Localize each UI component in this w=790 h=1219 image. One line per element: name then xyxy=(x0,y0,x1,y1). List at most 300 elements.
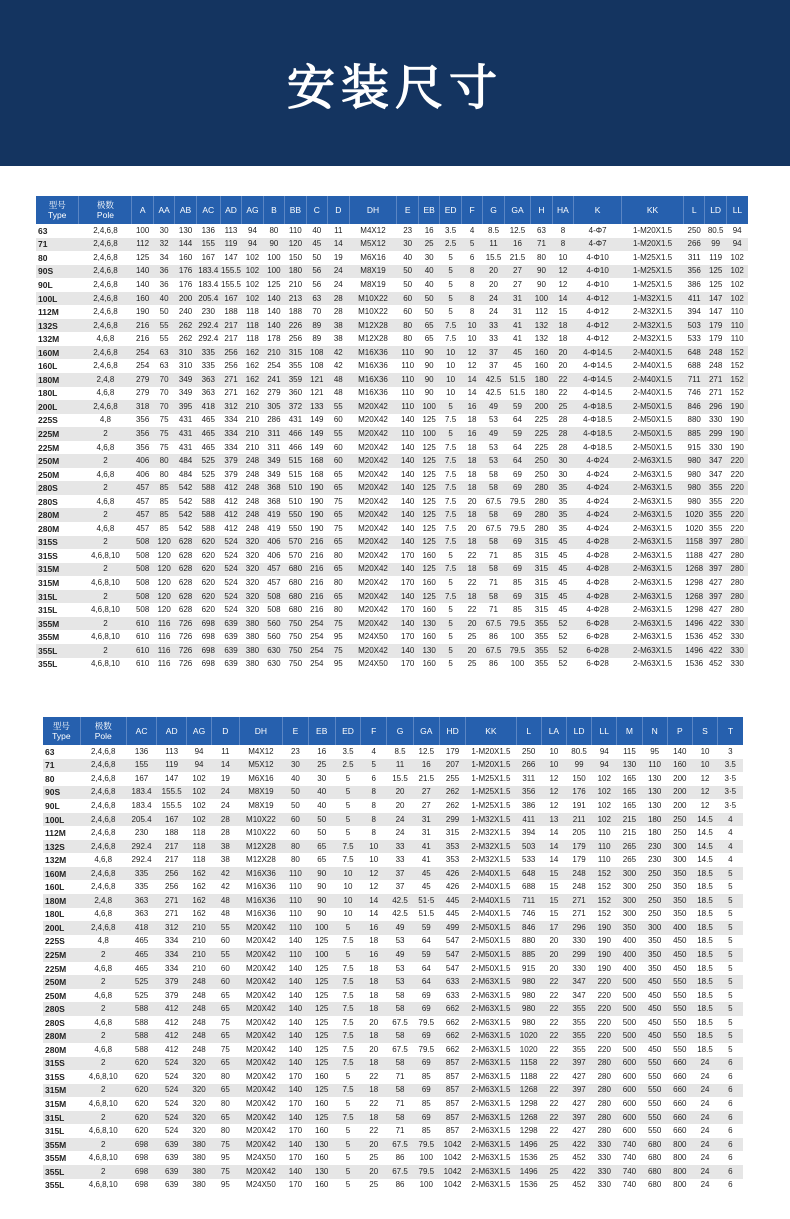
cell-value: M20X42 xyxy=(358,577,388,587)
cell-value: 94 xyxy=(726,238,748,252)
cell-value: M20X42 xyxy=(246,1126,276,1136)
cell-value: 24 xyxy=(700,1126,710,1136)
cell-value: 60 xyxy=(397,292,418,306)
cell-value: 980 xyxy=(683,454,704,468)
cell-value: 20 xyxy=(467,523,477,533)
cell-pole: 4,6,8 xyxy=(94,855,113,865)
cell-pole: 2 xyxy=(79,427,132,441)
cell-value: 180 xyxy=(534,388,549,398)
cell-value: 397 xyxy=(566,1111,591,1125)
cell-value: 431 xyxy=(175,427,196,441)
cell-value: 620 xyxy=(196,590,220,604)
cell-value: 5 xyxy=(440,292,461,306)
cell-value: 411 xyxy=(516,813,541,827)
cell-value: 133 xyxy=(306,400,327,414)
cell-value: 80 xyxy=(153,454,174,468)
cell-value: 248 xyxy=(242,508,263,522)
cell-value: 30 xyxy=(397,238,418,252)
cell-value: 140 xyxy=(263,319,284,333)
cell-value: 431 xyxy=(178,415,193,425)
cell-value: 680 xyxy=(285,590,306,604)
cell-value: 125 xyxy=(422,496,436,506)
cell-value: 20 xyxy=(387,786,413,800)
cell-value: 846 xyxy=(516,921,541,935)
column-header: LL xyxy=(726,196,748,224)
cell-value: 2-M40X1.5 xyxy=(466,867,516,881)
cell-value: 503 xyxy=(516,840,541,854)
cell-value: 110 xyxy=(730,307,744,317)
cell-value: 140 xyxy=(397,481,418,495)
cell-value: 6 xyxy=(728,1098,733,1108)
cell-value: 355 xyxy=(572,1044,586,1054)
cell-value: 125 xyxy=(418,590,439,604)
cell-type: 280S xyxy=(45,1017,65,1028)
cell-value: 5 xyxy=(718,1002,743,1016)
cell-value: 7.5 xyxy=(342,1044,354,1054)
cell-value: 560 xyxy=(263,617,284,631)
cell-value: 220 xyxy=(597,1017,611,1027)
column-header: F xyxy=(461,196,482,224)
cell-value: 85 xyxy=(513,550,522,560)
cell-value: 400 xyxy=(617,948,642,962)
cell-value: 610 xyxy=(135,632,150,642)
cell-value: 330 xyxy=(726,617,748,631)
cell-value: 170 xyxy=(288,1098,303,1108)
cell-value: 4-Φ28 xyxy=(586,577,609,587)
cell-value: 125 xyxy=(308,1002,335,1016)
cell-value: 510 xyxy=(285,481,306,495)
cell-value: 24 xyxy=(700,1180,710,1190)
cell-value: 58 xyxy=(387,1029,413,1043)
cell-value: 372 xyxy=(285,400,306,414)
cell-value: 90 xyxy=(418,373,439,387)
cell-value: 50 xyxy=(283,786,308,800)
cell-value: M24X50 xyxy=(246,1180,276,1190)
cell-value: 628 xyxy=(175,590,196,604)
cell-value: 4-Φ12 xyxy=(586,334,609,344)
cell-value: 55 xyxy=(212,948,239,962)
cell-value: 465 xyxy=(201,415,215,425)
cell-value: 58 xyxy=(483,481,504,495)
table-row xyxy=(43,1179,743,1193)
table-row xyxy=(43,1138,743,1152)
cell-value: 484 xyxy=(175,454,196,468)
cell-pole: 2 xyxy=(80,948,126,962)
cell-value: 320 xyxy=(242,536,263,550)
cell-value: 155 xyxy=(126,759,157,773)
cell-value: 550 xyxy=(288,523,303,533)
cell-value: 100 xyxy=(135,225,150,235)
cell-value: 2-M63X1.5 xyxy=(622,536,684,550)
cell-value: 330 xyxy=(597,1180,611,1190)
cell-value: 315 xyxy=(531,536,552,550)
cell-value: 22 xyxy=(549,1044,559,1054)
cell-value: M8X19 xyxy=(248,800,274,810)
cell-value: 210 xyxy=(186,921,211,935)
cell-value: 450 xyxy=(642,975,667,989)
cell-value: 330 xyxy=(730,659,744,669)
cell-value: 95 xyxy=(333,659,343,669)
cell-pole: 2 xyxy=(79,563,132,577)
cell-value: 85 xyxy=(159,496,169,506)
column-header: HD xyxy=(439,717,465,745)
cell-value: M16X36 xyxy=(349,346,397,360)
cell-value: 42.5 xyxy=(392,909,408,919)
cell-value: 22 xyxy=(549,1098,559,1108)
cell-value: 165 xyxy=(617,786,642,800)
cell-value: 71 xyxy=(395,1098,405,1108)
cell-value: 550 xyxy=(647,1126,662,1136)
cell-type: 160L xyxy=(45,882,65,893)
cell-value: 38 xyxy=(220,855,230,865)
cell-value: 8 xyxy=(361,786,387,800)
cell-value: 75 xyxy=(220,1044,230,1054)
cell-value: 359 xyxy=(285,373,306,387)
cell-value: 412 xyxy=(165,1044,179,1054)
cell-value: 102 xyxy=(597,800,611,810)
cell-value: M20X42 xyxy=(358,442,388,452)
cell-value: 254 xyxy=(267,361,281,371)
cell-value: M20X42 xyxy=(239,1057,283,1071)
cell-value: 680 xyxy=(285,563,306,577)
cell-value: 800 xyxy=(667,1138,692,1152)
cell-type: 250M xyxy=(45,990,67,1001)
cell-type: 160M xyxy=(43,867,80,881)
cell-value: 330 xyxy=(730,632,744,642)
cell-value: 466 xyxy=(288,442,303,452)
cell-value: 18 xyxy=(467,469,477,479)
cell-value: 33 xyxy=(489,334,498,344)
cell-value: 610 xyxy=(135,659,150,669)
cell-pole: 4,8 xyxy=(99,415,111,425)
table-row xyxy=(43,826,743,840)
cell-value: 60 xyxy=(333,415,343,425)
cell-value: 50 xyxy=(317,828,327,838)
cell-value: 20 xyxy=(541,948,566,962)
cell-value: 610 xyxy=(132,644,153,658)
cell-value: 980 xyxy=(683,481,704,495)
cell-value: 857 xyxy=(439,1084,465,1098)
cell-value: 140 xyxy=(401,469,415,479)
cell-value: 48 xyxy=(328,373,349,387)
cell-value: 140 xyxy=(283,1029,308,1043)
cell-value: 170 xyxy=(401,659,415,669)
cell-value: 140 xyxy=(283,975,308,989)
cell-value: 412 xyxy=(165,1017,179,1027)
cell-type: 250M xyxy=(36,454,79,468)
cell-value: 112 xyxy=(535,307,548,317)
cell-value: 648 xyxy=(683,346,704,360)
cell-value: 18 xyxy=(361,1002,387,1016)
cell-value: 265 xyxy=(617,840,642,854)
cell-value: 6 xyxy=(728,1153,733,1163)
cell-value: 711 xyxy=(516,894,541,908)
cell-value: 215 xyxy=(622,828,637,838)
cell-value: 12 xyxy=(361,867,387,881)
cell-pole: 2 xyxy=(79,590,132,604)
cell-value: 10 xyxy=(343,882,353,892)
cell-value: 25 xyxy=(541,1138,566,1152)
cell-value: 42 xyxy=(212,867,239,881)
cell-value: 45 xyxy=(552,590,573,604)
cell-value: M12X28 xyxy=(349,319,397,333)
cell-value: 85 xyxy=(159,523,169,533)
cell-value: 188 xyxy=(288,307,303,317)
cell-value: 162 xyxy=(192,882,206,892)
cell-value: M10X22 xyxy=(349,292,397,306)
cell-value: 58 xyxy=(483,536,504,550)
cell-value: 25 xyxy=(541,1165,566,1179)
cell-type: 355L xyxy=(38,659,58,670)
cell-value: 18 xyxy=(461,508,482,522)
cell-type: 80 xyxy=(38,252,48,263)
cell-value: 524 xyxy=(157,1084,187,1098)
cell-value: 380 xyxy=(245,659,260,669)
cell-value: 550 xyxy=(285,508,306,522)
cell-value: 271 xyxy=(566,894,591,908)
cell-value: 2-M40X1.5 xyxy=(471,882,511,892)
cell-value: 12 xyxy=(558,279,568,289)
cell-value: 102 xyxy=(186,786,211,800)
cell-pole: 2 xyxy=(79,617,132,631)
cell-value: 23 xyxy=(290,746,300,756)
cell-value: 450 xyxy=(642,1002,667,1016)
table-row xyxy=(43,1070,743,1084)
cell-value: 335 xyxy=(201,361,215,371)
cell-value: 100 xyxy=(419,1153,433,1163)
cell-pole: 2,4,6,8 xyxy=(79,265,132,279)
cell-value: 220 xyxy=(592,1002,617,1016)
cell-value: 25 xyxy=(369,1153,379,1163)
cell-value: 21.5 xyxy=(418,773,435,783)
cell-value: 311 xyxy=(687,252,701,262)
cell-value: 125 xyxy=(418,563,439,577)
cell-value: 160 xyxy=(132,292,153,306)
cell-value: 65 xyxy=(212,1029,239,1043)
cell-value: 292.4 xyxy=(198,334,219,344)
cell-value: 533 xyxy=(687,334,701,344)
cell-value: 22 xyxy=(549,1017,559,1027)
column-header: GA xyxy=(413,717,439,745)
cell-value: M20X42 xyxy=(239,1111,283,1125)
cell-value: 210 xyxy=(245,415,260,425)
cell-value: 80 xyxy=(403,334,413,344)
cell-value: 190 xyxy=(306,481,327,495)
cell-value: 633 xyxy=(439,975,465,989)
cell-type: 315M xyxy=(36,563,79,577)
cell-pole: 2 xyxy=(80,1002,126,1016)
cell-value: 750 xyxy=(288,632,303,642)
cell-value: 42 xyxy=(333,361,343,371)
cell-value: 980 xyxy=(516,975,541,989)
cell-value: 24 xyxy=(692,1165,717,1179)
cell-type: 315L xyxy=(38,605,58,616)
cell-value: 4 xyxy=(371,746,376,756)
cell-value: 140 xyxy=(263,292,284,306)
cell-value: 271 xyxy=(572,909,586,919)
cell-value: 113 xyxy=(224,225,238,235)
cell-value: 75 xyxy=(212,1138,239,1152)
cell-value: 79.5 xyxy=(413,1138,439,1152)
cell-value: 6-Φ28 xyxy=(586,659,609,669)
cell-value: 427 xyxy=(708,577,723,587)
cell-pole: 2 xyxy=(80,1165,126,1179)
cell-value: 4-Φ12 xyxy=(586,307,609,317)
cell-value: 3.5 xyxy=(342,746,354,756)
cell-value: 108 xyxy=(306,346,327,360)
cell-value: 2-M32X1.5 xyxy=(471,828,511,838)
cell-value: M20X42 xyxy=(239,948,283,962)
cell-value: 25 xyxy=(549,1153,559,1163)
cell-value: M20X42 xyxy=(349,508,397,522)
cell-value: 2-M63X1.5 xyxy=(632,469,673,479)
cell-value: M20X42 xyxy=(349,536,397,550)
table-row xyxy=(43,853,743,867)
cell-value: 363 xyxy=(126,894,157,908)
cell-type: 355L xyxy=(36,644,79,658)
cell-value: M16X36 xyxy=(239,894,283,908)
cell-value: 110 xyxy=(283,894,308,908)
cell-value: 1-M20X1.5 xyxy=(622,238,684,252)
cell-value: 99 xyxy=(566,759,591,773)
cell-value: 349 xyxy=(263,454,284,468)
cell-value: 191 xyxy=(572,800,586,810)
table-row xyxy=(43,894,743,908)
cell-value: 60 xyxy=(290,828,300,838)
cell-value: 15 xyxy=(549,882,559,892)
cell-value: 411 xyxy=(683,292,704,306)
column-header: KK xyxy=(622,196,684,224)
cell-value: 2-M50X1.5 xyxy=(632,442,673,452)
cell-value: 60 xyxy=(212,975,239,989)
cell-value: 412 xyxy=(220,508,241,522)
cell-value: 6 xyxy=(718,1165,743,1179)
cell-value: 406 xyxy=(135,469,150,479)
cell-value: 2-M63X1.5 xyxy=(466,1029,516,1043)
column-header: A xyxy=(132,196,153,224)
cell-value: 14 xyxy=(541,840,566,854)
table-row xyxy=(43,880,743,894)
cell-value: 380 xyxy=(186,1138,211,1152)
cell-value: 42 xyxy=(220,882,230,892)
cell-value: 5 xyxy=(728,990,733,1000)
cell-value: 379 xyxy=(165,990,179,1000)
cell-value: 18.5 xyxy=(692,975,717,989)
cell-value: 155.5 xyxy=(220,265,241,279)
cell-value: 5 xyxy=(718,1029,743,1043)
cell-value: 22 xyxy=(549,1126,559,1136)
cell-value: 394 xyxy=(522,828,536,838)
cell-value: 639 xyxy=(165,1180,179,1190)
cell-value: M20X42 xyxy=(239,1084,283,1098)
table-row xyxy=(43,948,743,962)
cell-value: 200 xyxy=(667,786,692,800)
cell-value: 120 xyxy=(153,563,174,577)
cell-value: 80 xyxy=(397,319,418,333)
cell-value: 24 xyxy=(220,800,230,810)
cell-value: 37 xyxy=(489,361,498,371)
cell-value: 90 xyxy=(308,867,335,881)
cell-type: 315S xyxy=(43,1057,80,1071)
cell-value: 90 xyxy=(418,346,439,360)
cell-value: 547 xyxy=(445,963,460,973)
cell-value: 42 xyxy=(328,346,349,360)
cell-value: 508 xyxy=(132,563,153,577)
cell-value: 110 xyxy=(726,319,748,333)
cell-type: 90S xyxy=(36,265,79,279)
cell-value: 588 xyxy=(201,523,215,533)
cell-value: 915 xyxy=(522,963,536,973)
cell-value: 628 xyxy=(178,550,193,560)
cell-value: 418 xyxy=(126,921,157,935)
cell-value: 280 xyxy=(531,508,552,522)
cell-value: 550 xyxy=(673,990,687,1000)
cell-value: 58 xyxy=(395,990,405,1000)
cell-value: 5 xyxy=(345,1153,351,1163)
cell-value: M10X22 xyxy=(358,307,388,317)
cell-value: 69 xyxy=(413,1057,439,1071)
cell-value: 200 xyxy=(673,800,687,810)
cell-type: 71 xyxy=(36,238,79,252)
table-row xyxy=(43,1016,743,1030)
cell-value: 1-M25X1.5 xyxy=(622,265,684,279)
cell-value: 2-M50X1.5 xyxy=(632,415,673,425)
cell-value: 15.5 xyxy=(392,773,408,783)
cell-value: 180 xyxy=(285,265,306,279)
cell-value: 38 xyxy=(212,840,239,854)
cell-value: 499 xyxy=(439,921,465,935)
cell-value: 140 xyxy=(283,1002,308,1016)
cell-value: 69 xyxy=(513,469,522,479)
cell-type: 225M xyxy=(38,442,60,453)
cell-pole: 2,4,6,8 xyxy=(93,279,118,289)
cell-value: 11 xyxy=(334,225,343,235)
cell-value: 524 xyxy=(220,536,241,550)
cell-value: 160 xyxy=(422,577,436,587)
cell-value: 630 xyxy=(267,659,281,669)
cell-value: 524 xyxy=(157,1057,187,1071)
cell-value: 79.5 xyxy=(509,496,526,506)
cell-value: 58 xyxy=(483,563,504,577)
cell-value: 550 xyxy=(667,1029,692,1043)
cell-value: 1-M20X1.5 xyxy=(632,225,673,235)
cell-value: 262 xyxy=(178,334,193,344)
table-row xyxy=(36,454,748,468)
cell-type: 225M xyxy=(36,427,79,441)
table-row xyxy=(43,908,743,922)
cell-value: 320 xyxy=(186,1057,211,1071)
cell-value: 49 xyxy=(387,948,413,962)
cell-value: 140 xyxy=(135,279,150,289)
cell-value: 216 xyxy=(310,605,324,615)
cell-value: 55 xyxy=(212,921,239,935)
cell-value: 7.5 xyxy=(342,936,354,946)
cell-value: 248 xyxy=(708,361,723,371)
cell-value: 250 xyxy=(647,909,662,919)
cell-value: 108 xyxy=(310,361,324,371)
cell-value: 12 xyxy=(692,786,717,800)
cell-value: 70 xyxy=(153,373,174,387)
cell-value: 28 xyxy=(552,427,573,441)
cell-value: 50 xyxy=(308,813,335,827)
cell-value: 550 xyxy=(642,1084,667,1098)
cell-value: 14.5 xyxy=(697,855,713,865)
cell-value: 37 xyxy=(387,867,413,881)
cell-value: 18.5 xyxy=(697,882,713,892)
column-header: AC xyxy=(196,196,220,224)
cell-value: 334 xyxy=(157,948,187,962)
cell-value: 330 xyxy=(592,1165,617,1179)
